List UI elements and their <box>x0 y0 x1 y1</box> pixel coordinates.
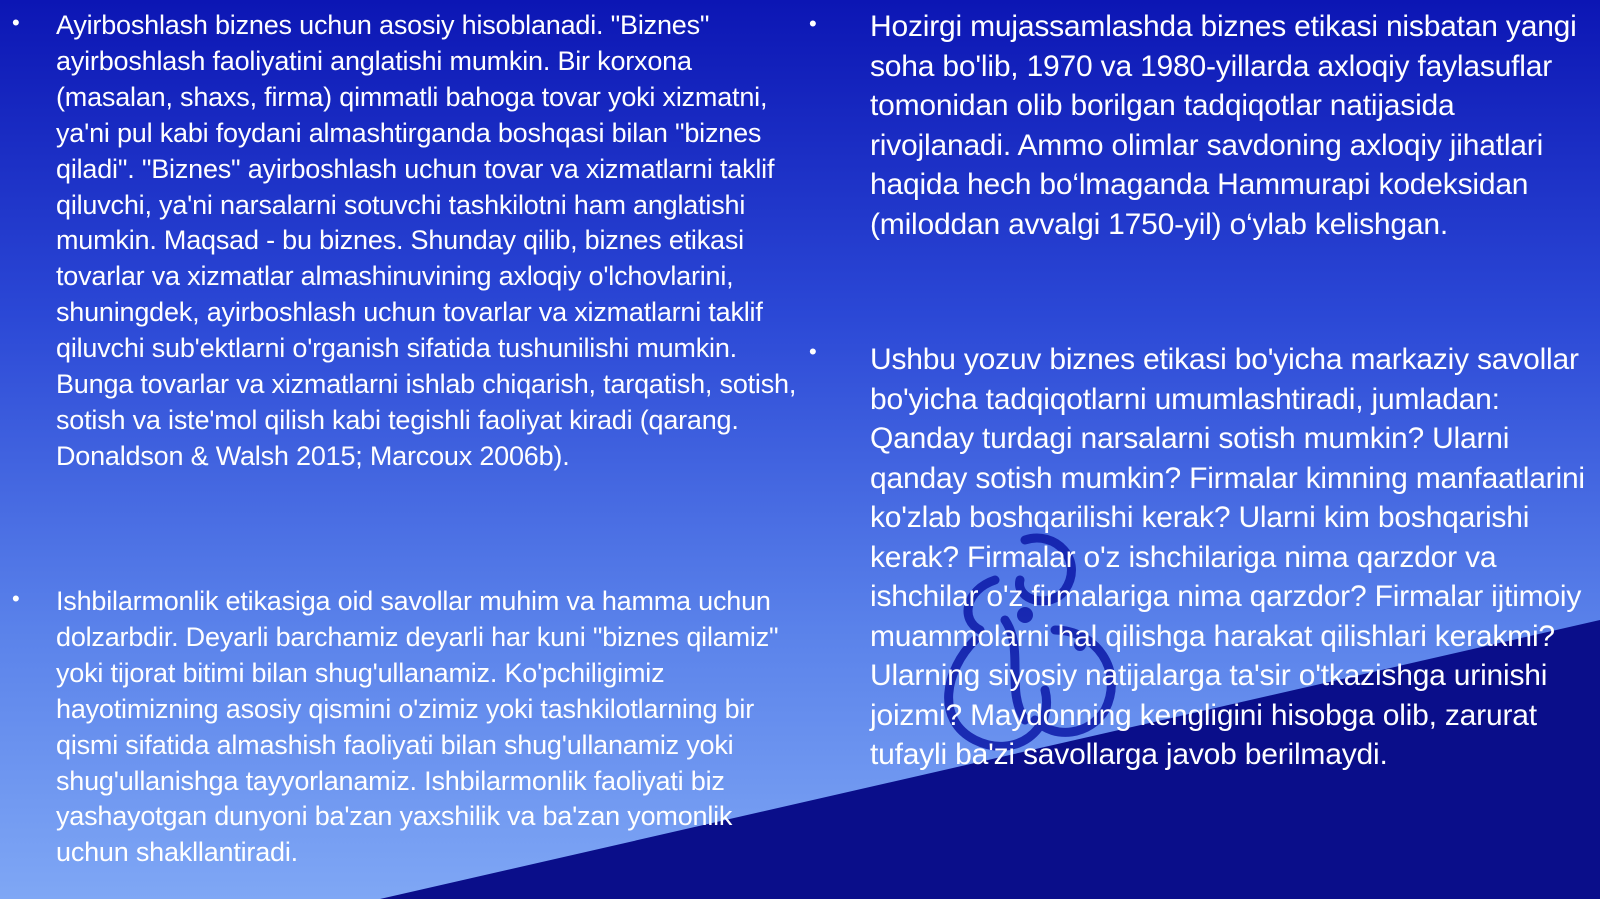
right-paragraph-history: Hozirgi mujassamlashda biznes etikasi nisbatan yangi soha bo'lib, 1970 va 1980-yillarda axloqiy faylasuflar tomonidan olib borilgan tadqiqotlar natijasida rivojlanadi. Ammo olimlar savdoning axloqiy jihatlari haqida hech bo‘lmaganda Hammurapi kodeksidan (miloddan avvalgi 1750-yil) o‘ylab kelishgan. <box>870 10 1577 241</box>
bullet-point: • <box>809 11 817 36</box>
left-paragraph-questions: Ishbilarmonlik etikasiga oid savollar muhim va hamma uchun dolzarbdir. Deyarli barchamiz deyarli har kuni "biznes qilamiz" yoki tijorat bitimi bilan shug'ullanamiz. Ko'pchiligimiz hayotimizning asosiy qismini o'zimiz yoki tashkilotlarning bir qismi sifatida almashish faoliyati bilan shug'ullanamiz yoki shug'ullanishga tayyorlanamiz. Ishbilarmonlik faoliyati biz yashayotgan dunyoni ba'zan yaxshilik va ba'zan yomonlik uchun shakllantiradi. <box>56 586 779 868</box>
left-paragraph-exchange: Ayirboshlash biznes uchun asosiy hisoblanadi. "Biznes" ayirboshlash faoliyatini anglatishi mumkin. Bir korxona (masalan, shaxs, firma) qimmatli bahoga tovar yoki xizmatni, ya'ni pul kabi foydani almashtirganda boshqasi bilan "biznes qiladi". "Biznes" ayirboshlash uchun tovar va xizmatlarni taklif qiluvchi, ya'ni narsalarni sotuvchi tashkilotni ham anglatishi mumkin. Maqsad - bu biznes. Shunday qilib, biznes etikasi tovarlar va xizmatlar almashinuvining axloqiy o'lchovlarini, shuningdek, ayirboshlash uchun tovarlar va xizmatlarni taklif qiluvchi sub'ektlarni o'rganish sifatida tushunilishi mumkin. Bunga tovarlar va xizmatlarni ishlab chiqarish, tarqatish, sotish, sotish va iste'mol qilish kabi tegishli faoliyat kiradi (qarang. Donaldson & Walsh 2015; Marcoux 2006b). <box>56 10 797 471</box>
bullet-point: • <box>809 339 817 364</box>
bullet-point: • <box>12 586 20 611</box>
right-paragraph-summary: Ushbu yozuv biznes etikasi bo'yicha markaziy savollar bo'yicha tadqiqotlarni umumlashtiradi, jumladan: Qanday turdagi narsalarni sotish mumkin? Ularni qanday sotish mumkin? Firmalar kimning manfaatlarini ko'zlab boshqarilishi kerak? Ularni kim boshqarishi kerak? Firmalar o'z ishchilariga nima qarzdor va ishchilar o'z firmalariga nima qarzdor? Firmalar ijtimoiy muammolarni hal qilishga harakat qilishlari kerakmi? Ularning siyosiy natijalarga ta'sir o'tkazishga urinishi joizmi? Maydonning kengligini hisobga olib, zarurat tufayli ba'zi savollarga javob berilmaydi. <box>870 343 1585 771</box>
bullet-point: • <box>12 10 20 35</box>
